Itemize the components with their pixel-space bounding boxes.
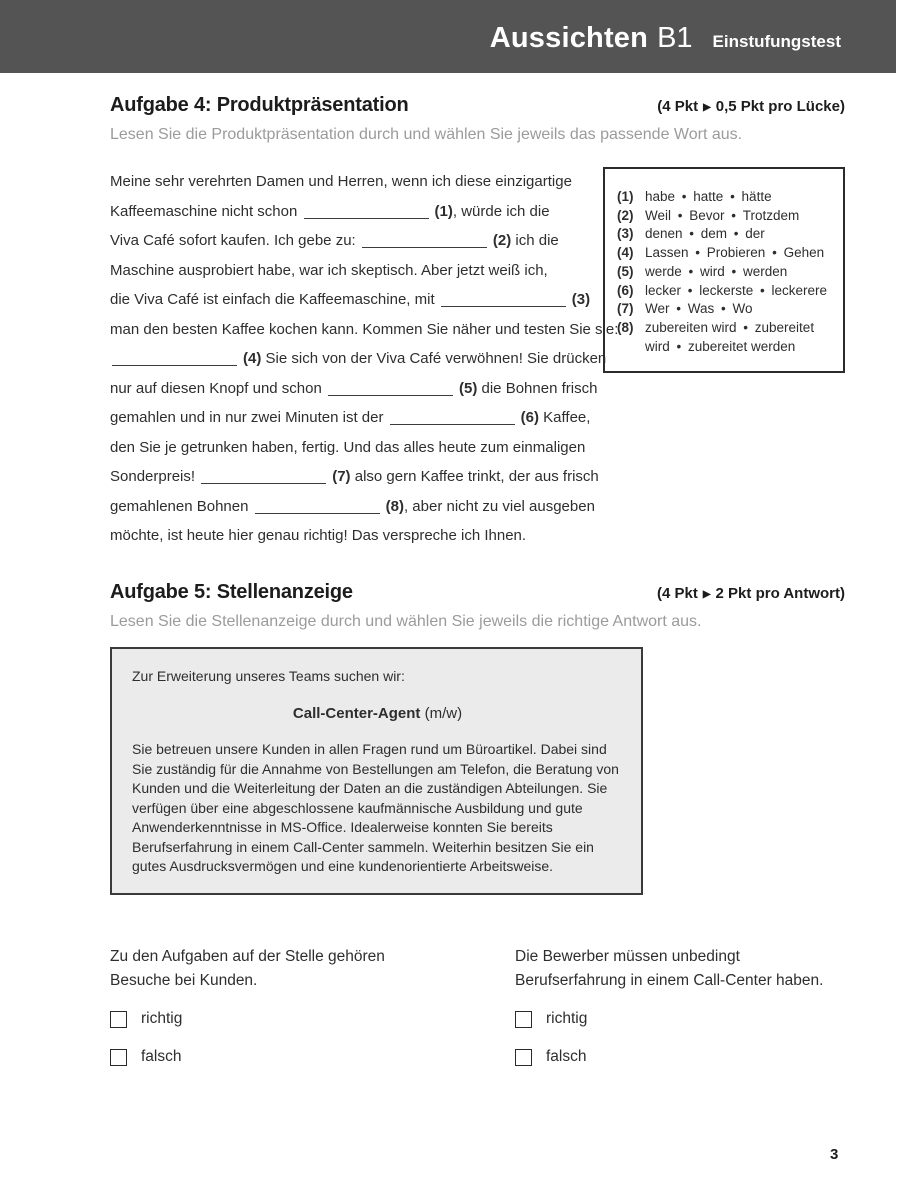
bullet-separator: • bbox=[678, 189, 691, 204]
option-number: (1) bbox=[617, 189, 634, 204]
option-row bbox=[617, 319, 835, 356]
option-number: (2) bbox=[617, 207, 634, 223]
option-word[interactable]: Probieren bbox=[706, 245, 766, 261]
document-title: Einstufungstest bbox=[712, 32, 841, 51]
paragraph-line bbox=[110, 374, 603, 404]
text-segment: ich die bbox=[511, 232, 559, 249]
blank-number: (2) bbox=[492, 232, 512, 249]
fill-in-blank[interactable] bbox=[304, 206, 429, 219]
option-word[interactable]: der bbox=[745, 226, 765, 242]
text-segment: Sonderpreis! bbox=[110, 468, 200, 485]
answer-option-richtig[interactable] bbox=[515, 1007, 845, 1031]
option-row bbox=[617, 263, 835, 282]
paragraph-line bbox=[110, 462, 603, 492]
option-number: (3) bbox=[617, 226, 634, 242]
option-words bbox=[645, 225, 835, 244]
bullet-separator: • bbox=[717, 301, 730, 317]
text-segment: Maschine ausprobiert habe, war ich skeptisch. Aber jetzt weiß ich, bbox=[110, 261, 548, 279]
blank-number: (6) bbox=[520, 409, 539, 426]
option-word[interactable]: werde bbox=[645, 263, 682, 279]
text-segment: Meine sehr verehrten Damen und Herren, wenn ich diese einzigartige bbox=[110, 173, 572, 190]
option-word[interactable]: Weil bbox=[645, 207, 672, 223]
task5-title: Aufgabe 5: Stellenanzeige bbox=[110, 581, 353, 603]
blank-number: (4) bbox=[243, 350, 262, 367]
option-word[interactable]: wird bbox=[700, 263, 725, 279]
option-word[interactable]: zubereitet wird bbox=[645, 319, 815, 354]
option-row bbox=[617, 300, 835, 319]
question-column bbox=[515, 945, 845, 1069]
fill-in-blank[interactable] bbox=[362, 235, 487, 248]
task4-title: Aufgabe 4: Produktpräsentation bbox=[110, 94, 409, 116]
arrow-right-icon: ▶ bbox=[702, 589, 711, 600]
option-number: (4) bbox=[617, 245, 634, 261]
question-statement: Zu den Aufgaben auf der Stelle gehören Besuche bei Kunden. bbox=[110, 948, 385, 989]
header-bar bbox=[0, 0, 896, 73]
text-segment: den Sie je getrunken haben, fertig. Und das alles heute zum einmaligen bbox=[110, 438, 586, 456]
text-segment: nur auf diesen Knopf und schon bbox=[110, 379, 326, 397]
answer-option-falsch[interactable] bbox=[110, 1045, 410, 1069]
text-segment: , aber nicht zu viel ausgeben bbox=[403, 497, 595, 515]
task5-points bbox=[657, 585, 845, 602]
bullet-separator: • bbox=[672, 338, 685, 354]
text-segment: Kaffee, bbox=[539, 409, 591, 426]
option-word[interactable]: habe bbox=[645, 189, 676, 204]
bullet-separator: • bbox=[684, 282, 697, 298]
question-statement: Die Bewerber müssen unbedingt Berufserfahrung in einem Call-Center haben. bbox=[515, 948, 824, 989]
checkbox-icon[interactable] bbox=[110, 1011, 127, 1028]
text-segment: man den besten Kaffee kochen kann. Kommen Sie näher und testen Sie sie: bbox=[110, 320, 619, 338]
task4-section bbox=[110, 94, 845, 551]
paragraph-line bbox=[110, 315, 619, 345]
points-prefix: (4 Pkt bbox=[656, 585, 698, 602]
answer-label: falsch bbox=[546, 1048, 587, 1065]
ad-intro: Zur Erweiterung unseres Teams suchen wir: bbox=[132, 668, 405, 684]
points-prefix: (4 Pkt bbox=[657, 98, 699, 115]
fill-in-blank[interactable] bbox=[328, 383, 453, 396]
option-word[interactable]: zubereitet werden bbox=[688, 338, 796, 354]
option-word[interactable]: Was bbox=[687, 301, 715, 317]
option-word[interactable]: dem bbox=[700, 226, 728, 242]
bullet-separator: • bbox=[684, 263, 698, 279]
answer-label: richtig bbox=[141, 1010, 183, 1027]
text-segment: Viva Café sofort kaufen. Ich gebe zu: bbox=[110, 232, 360, 249]
option-word[interactable]: Lassen bbox=[645, 245, 689, 261]
option-word[interactable]: leckerere bbox=[771, 282, 828, 298]
option-word[interactable]: Bevor bbox=[689, 207, 725, 223]
answer-option-falsch[interactable] bbox=[515, 1045, 845, 1069]
bullet-separator: • bbox=[768, 245, 781, 261]
text-segment: Sie sich von der Viva Café verwöhnen! Sie drücken bbox=[261, 350, 607, 367]
paragraph-line bbox=[110, 285, 603, 315]
option-number: (6) bbox=[617, 282, 634, 298]
task5-title-row bbox=[110, 581, 845, 604]
option-row bbox=[617, 282, 835, 301]
option-word[interactable]: hätte bbox=[741, 189, 772, 204]
job-title-suffix: (m/w) bbox=[420, 704, 463, 722]
option-row bbox=[617, 225, 835, 244]
option-word[interactable]: leckerste bbox=[699, 282, 754, 298]
option-words bbox=[645, 300, 835, 319]
task4-points bbox=[657, 98, 845, 115]
blank-number: (8) bbox=[385, 497, 404, 515]
option-words bbox=[645, 207, 835, 226]
task4-instruction: Lesen Sie die Produktpräsentation durch und wählen Sie jeweils das passende Wort aus. bbox=[110, 126, 743, 143]
text-segment: gemahlen und in nur zwei Minuten ist der bbox=[110, 409, 388, 426]
level-badge: B1 bbox=[657, 22, 693, 54]
job-ad-box bbox=[110, 647, 643, 895]
question-column bbox=[110, 945, 410, 1069]
option-words bbox=[645, 282, 835, 301]
option-number: (5) bbox=[617, 263, 634, 279]
bullet-separator: • bbox=[739, 319, 752, 335]
option-words bbox=[645, 244, 835, 263]
paragraph-line bbox=[110, 167, 603, 197]
option-word[interactable]: zubereiten wird bbox=[645, 319, 737, 335]
answer-label: falsch bbox=[141, 1048, 182, 1065]
option-number: (8) bbox=[617, 319, 634, 335]
fill-in-blank[interactable] bbox=[112, 353, 237, 366]
text-segment: also gern Kaffee trinkt, der aus frisch bbox=[350, 468, 599, 485]
checkbox-icon[interactable] bbox=[515, 1049, 532, 1066]
points-suffix: 2 Pkt pro Antwort) bbox=[715, 585, 845, 602]
option-row bbox=[617, 244, 835, 263]
text-segment: Kaffeemaschine nicht schon bbox=[110, 202, 302, 220]
answer-option-richtig[interactable] bbox=[110, 1007, 410, 1031]
bullet-separator: • bbox=[674, 207, 687, 223]
option-word[interactable]: hatte bbox=[693, 189, 724, 204]
option-words bbox=[645, 263, 835, 282]
paragraph-line bbox=[110, 433, 603, 463]
paragraph-line bbox=[110, 521, 603, 551]
paragraph-line bbox=[110, 492, 603, 522]
questions-row bbox=[110, 945, 845, 1069]
checkbox-icon[interactable] bbox=[110, 1049, 127, 1066]
blank-number: (7) bbox=[332, 468, 351, 485]
bullet-separator: • bbox=[685, 226, 698, 242]
blank-number: (1) bbox=[434, 202, 453, 220]
text-segment: möchte, ist heute hier genau richtig! Das verspreche ich Ihnen. bbox=[110, 527, 527, 544]
option-words bbox=[645, 188, 835, 207]
option-word[interactable]: Trotzdem bbox=[742, 207, 800, 223]
ad-body: Sie betreuen unsere Kunden in allen Fragen rund um Büroartikel. Dabei sind Sie zuständig für die Annahme von Bestellungen am Telefon, die Beratung von Kunden und die Weiterleitung der Daten an die zuständigen Abteilungen. Sie verfügen über eine abgeschlossene kaufmännische Ausbildung und gute Anwenderkenntnisse in MS-Office. Idealerweise konnten Sie bereits Berufserfahrung in einem Call-Center sammeln. Weiterhin besitzen Sie ein gutes Ausdrucksvermögen und eine kundenorientierte Arbeitsweise. bbox=[132, 741, 619, 874]
checkbox-icon[interactable] bbox=[515, 1011, 532, 1028]
paragraph-line bbox=[110, 197, 603, 227]
task4-title-row bbox=[110, 94, 845, 117]
bullet-separator: • bbox=[672, 301, 685, 317]
arrow-right-icon: ▶ bbox=[703, 102, 711, 113]
paragraph-line bbox=[110, 256, 603, 286]
fill-in-blank[interactable] bbox=[390, 412, 515, 425]
task4-paragraph bbox=[110, 167, 619, 551]
paragraph-line bbox=[110, 344, 607, 374]
fill-in-blank[interactable] bbox=[201, 471, 326, 484]
option-word[interactable]: lecker bbox=[645, 282, 682, 298]
bullet-separator: • bbox=[691, 245, 704, 261]
task4-options-box bbox=[603, 167, 845, 373]
brand-title: Aussichten bbox=[489, 22, 649, 54]
paragraph-line bbox=[110, 403, 603, 433]
paragraph-line bbox=[110, 226, 603, 256]
task5-instruction: Lesen Sie die Stellenanzeige durch und wählen Sie jeweils die richtige Antwort aus. bbox=[110, 613, 702, 630]
bullet-separator: • bbox=[756, 282, 769, 298]
task5-section bbox=[110, 581, 845, 895]
page-number: 3 bbox=[830, 1146, 839, 1163]
option-word[interactable]: denen bbox=[645, 226, 683, 242]
blank-number: (3) bbox=[571, 291, 591, 308]
fill-in-blank[interactable] bbox=[441, 294, 566, 307]
option-word[interactable]: Gehen bbox=[783, 245, 825, 261]
points-suffix: 0,5 Pkt pro Lücke) bbox=[715, 98, 845, 115]
option-word[interactable]: Wer bbox=[645, 301, 670, 317]
option-number: (7) bbox=[617, 301, 634, 317]
bullet-separator: • bbox=[726, 189, 739, 204]
answer-label: richtig bbox=[546, 1010, 588, 1027]
blank-number: (5) bbox=[459, 379, 478, 397]
option-row bbox=[617, 188, 835, 207]
ad-title-line bbox=[132, 704, 623, 724]
text-segment: die Viva Café ist einfach die Kaffeemaschine, mit bbox=[110, 291, 439, 308]
option-word[interactable]: werden bbox=[743, 263, 788, 279]
task4-content bbox=[110, 167, 845, 551]
text-segment: , würde ich die bbox=[452, 202, 550, 220]
option-row bbox=[617, 207, 835, 226]
fill-in-blank[interactable] bbox=[255, 501, 380, 514]
bullet-separator: • bbox=[730, 226, 743, 242]
text-segment: gemahlenen Bohnen bbox=[110, 497, 253, 515]
text-segment: die Bohnen frisch bbox=[477, 379, 598, 397]
job-title: Call-Center-Agent bbox=[292, 704, 421, 722]
option-word[interactable]: Wo bbox=[732, 301, 753, 317]
option-words bbox=[645, 319, 835, 356]
bullet-separator: • bbox=[727, 207, 740, 223]
bullet-separator: • bbox=[727, 263, 741, 279]
